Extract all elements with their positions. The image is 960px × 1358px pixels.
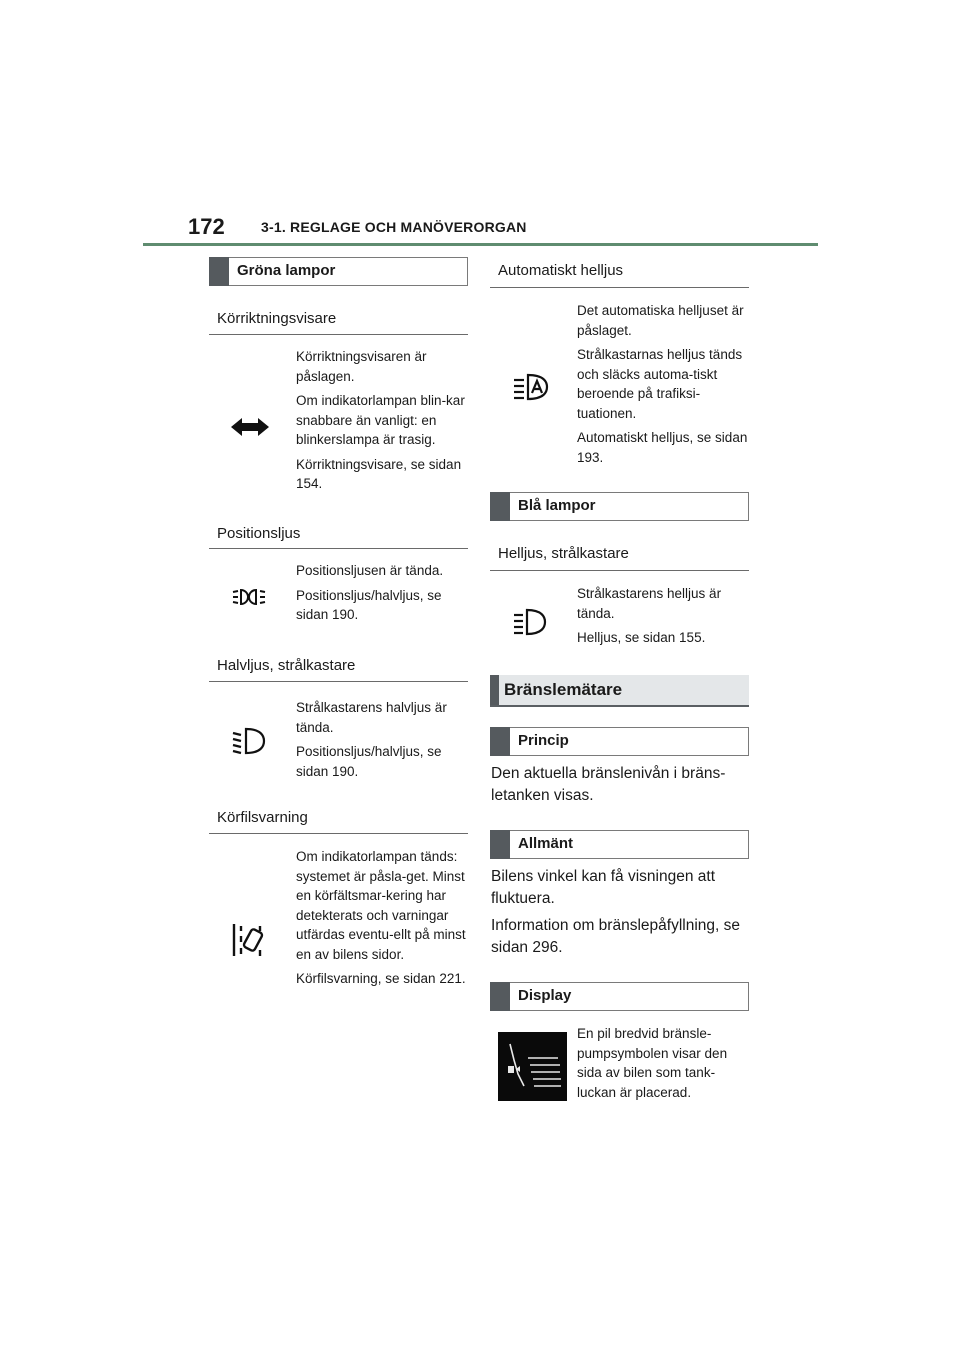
right-column — [490, 257, 749, 1111]
item-fuel-display: En pil bredvid bränsle-pumpsymbolen visar den sida av bilen som tank-luckan är placerad. — [490, 1011, 749, 1111]
low-beam-icon — [231, 726, 267, 756]
subheading-turn-signal: Körriktningsvisare — [209, 286, 468, 335]
section-heading-blue: Blå lampor — [490, 492, 749, 521]
turn-signal-icon — [231, 417, 269, 437]
item-low-beam: Strålkastarens halvljus är tända. Positionsljus/halvljus, se sidan 190. — [209, 682, 468, 785]
item-lane-departure: Om indikatorlampan tänds: systemet är påsla-get. Minst en körfältsmar-kering har detekterats och varningar utfärdas eventu-ellt på minst en av bilens sidor. Körfilsvarning, se sidan 221. — [209, 834, 468, 1034]
general-body: Bilens vinkel kan få visningen att fluktuera. Information om bränslepåfyllning, se sidan 296. — [491, 868, 740, 956]
section-heading-green: Gröna lampor — [209, 257, 468, 286]
section-heading-fuel-gauge: Bränslemätare — [490, 675, 749, 707]
item-position-light: Positionsljusen är tända. Positionsljus/halvljus, se sidan 190. — [209, 549, 468, 633]
auto-high-beam-icon — [512, 372, 550, 402]
chapter-title: 3-1. REGLAGE OCH MANÖVERORGAN — [261, 219, 527, 235]
subheading-lane-departure: Körfilsvarning — [209, 785, 468, 834]
item-high-beam: Strålkastarens helljus är tända. Helljus, se sidan 155. — [490, 571, 749, 675]
subheading-low-beam: Halvljus, strålkastare — [209, 633, 468, 682]
header-rule — [143, 243, 818, 246]
item-auto-high-beam: Det automatiska helljuset är påslaget. Strålkastarnas helljus tänds och släcks automa-tiskt beroende på trafiksi-tuationen. Automatiskt helljus, se sidan 193. — [490, 288, 749, 492]
subheading-position-light: Positionsljus — [209, 519, 468, 549]
subheading-high-beam: Helljus, strålkastare — [490, 521, 749, 571]
item-turn-signal: Körriktningsvisaren är påslagen. Om indikatorlampan blin-kar snabbare än vanligt: en blinkerslampa är trasig. Körriktningsvisare, se sidan 154. — [209, 335, 468, 519]
left-column — [209, 257, 468, 1034]
subsection-display: Display — [490, 982, 749, 1011]
subheading-auto-high-beam: Automatiskt helljus — [490, 257, 749, 288]
principle-body: Den aktuella bränslenivån i bräns-letanken visas. — [491, 765, 726, 804]
subsection-general: Allmänt — [490, 830, 749, 859]
subsection-principle: Princip — [490, 727, 749, 756]
page-number: 172 — [188, 214, 225, 239]
fuel-gauge-display-icon — [498, 1032, 567, 1101]
high-beam-icon — [512, 607, 548, 637]
position-light-icon — [231, 587, 267, 607]
lane-departure-icon — [231, 920, 265, 960]
